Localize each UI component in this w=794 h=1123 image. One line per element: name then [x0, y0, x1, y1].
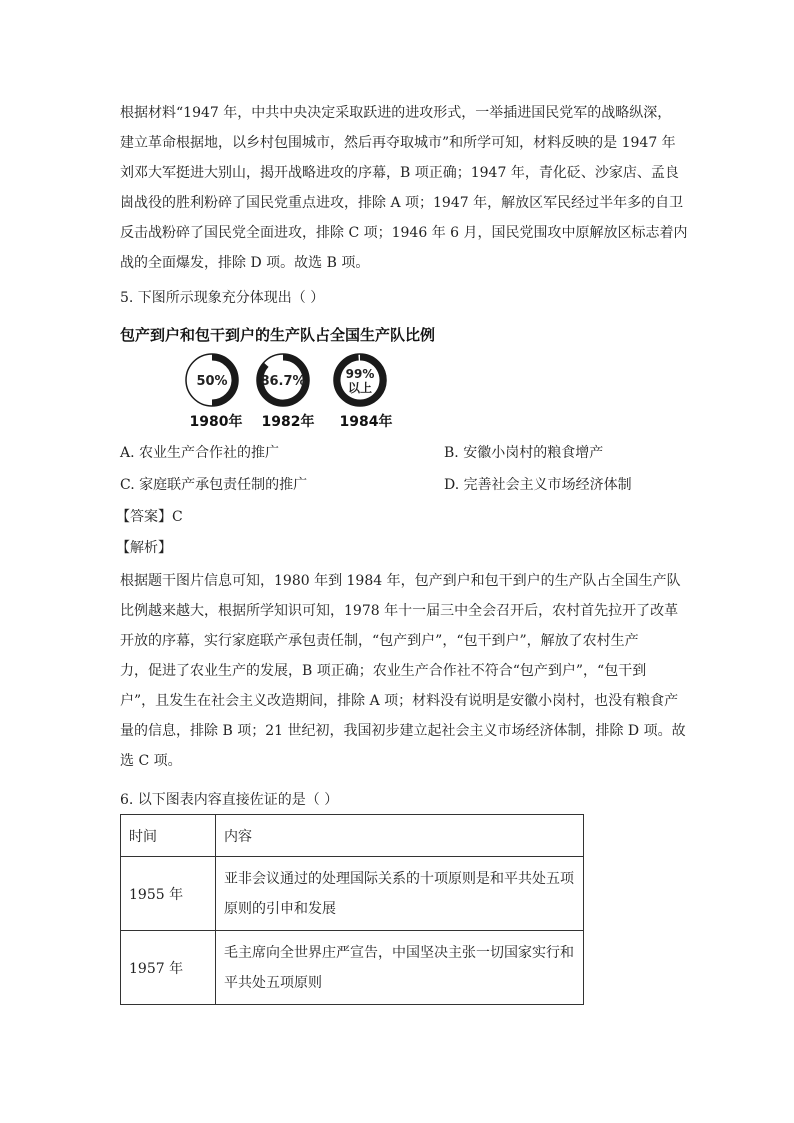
donut-value-1982: 86.7%: [260, 374, 306, 389]
question-6-stem: [120, 785, 680, 815]
year-label-1984: 1984年: [339, 414, 393, 430]
question-stem-text: 5. 下图所示现象充分体现出（ ）: [120, 290, 325, 306]
row-year: 1957 年: [121, 931, 216, 1005]
row-content: [216, 931, 584, 1005]
text-line: 根据材料“1947 年，中共中央决定采取跃进的进攻形式，一举插进国民党军的战略纵深，: [120, 105, 672, 121]
table-header-row: [121, 815, 584, 857]
explanation-paragraph-q4: [120, 98, 688, 278]
text-line: 量的信息，排除 B 项；21 世纪初，我国初步建立起社会主义市场经济体制，排除 D 项。故: [120, 723, 686, 739]
text-line: 根据题干图片信息可知，1980 年到 1984 年，包产到户和包干到户的生产队占全国生产队: [120, 573, 681, 589]
text-line: 战的全面爆发，排除 D 项。故选 B 项。: [120, 255, 370, 271]
text-line: 力，促进了农业生产的发展，B 项正确；农业生产合作社不符合“包产到户”，“包干到: [120, 663, 647, 679]
question-5-stem: [120, 283, 680, 313]
header-time: 时间: [121, 815, 216, 857]
table-row: [121, 857, 584, 931]
text-line: 反击战粉碎了国民党全面进攻，排除 C 项；1946 年 6 月，国民党围攻中原解放区标志着内: [120, 225, 688, 241]
question-stem-text: 6. 以下图表内容直接佐证的是（ ）: [120, 792, 339, 808]
year-label-1982: 1982年: [261, 414, 315, 430]
donut-1982: [257, 354, 314, 430]
cell-line: 平共处五项原则: [224, 974, 322, 991]
cell-line: 原则的引申和发展: [224, 900, 336, 917]
ratio-chart: [118, 322, 458, 432]
header-content: 内容: [216, 815, 584, 857]
option-d: D. 完善社会主义市场经济体制: [444, 477, 632, 493]
donut-1980: [186, 354, 242, 430]
row-content: [216, 857, 584, 931]
donut-1984: [334, 354, 392, 430]
chart-title: 包产到户和包干到户的生产队占全国生产队比例: [120, 326, 436, 344]
text-line: 崮战役的胜利粉碎了国民党重点进攻，排除 A 项；1947 年，解放区军民经过半年多的自卫: [120, 195, 684, 211]
donut-value-1984-suffix: 以上: [347, 381, 373, 395]
cell-line: 毛主席向全世界庄严宣告，中国坚决主张一切国家实行和: [224, 944, 574, 961]
option-b: B. 安徽小岗村的粮食增产: [444, 445, 604, 461]
question-6-table: [120, 814, 584, 1005]
text-line: 比例越来越大，根据所学知识可知，1978 年十一届三中全会召开后，农村首先拉开了改革: [120, 603, 679, 619]
text-line: 选 C 项。: [120, 753, 182, 769]
analysis-label: 【解析】: [116, 540, 172, 556]
cell-line: 亚非会议通过的处理国际关系的十项原则是和平共处五项: [224, 870, 574, 887]
text-line: 建立革命根据地，以乡村包围城市，然后再夺取城市”和所学可知，材料反映的是 1947 年: [120, 135, 676, 151]
donut-value-1980: 50%: [196, 374, 228, 389]
table-row: [121, 931, 584, 1005]
donut-value-1984: 99%: [345, 367, 375, 381]
year-label-1980: 1980年: [189, 414, 243, 430]
row-year: 1955 年: [121, 857, 216, 931]
option-c: C. 家庭联产承包责任制的推广: [120, 477, 308, 493]
answer-label: 【答案】C: [116, 509, 183, 525]
text-line: 户”，且发生在社会主义改造期间，排除 A 项；材料没有说明是安徽小岗村，也没有粮食产: [120, 693, 679, 709]
text-line: 刘邓大军挺进大别山，揭开战略进攻的序幕，B 项正确；1947 年，青化砭、沙家店、孟良: [120, 165, 679, 181]
option-a: A. 农业生产合作社的推广: [120, 445, 280, 461]
text-line: 开放的序幕，实行家庭联产承包责任制，“包产到户”，“包干到户”，解放了农村生产: [120, 633, 639, 649]
explanation-paragraph-q5: [120, 566, 686, 776]
